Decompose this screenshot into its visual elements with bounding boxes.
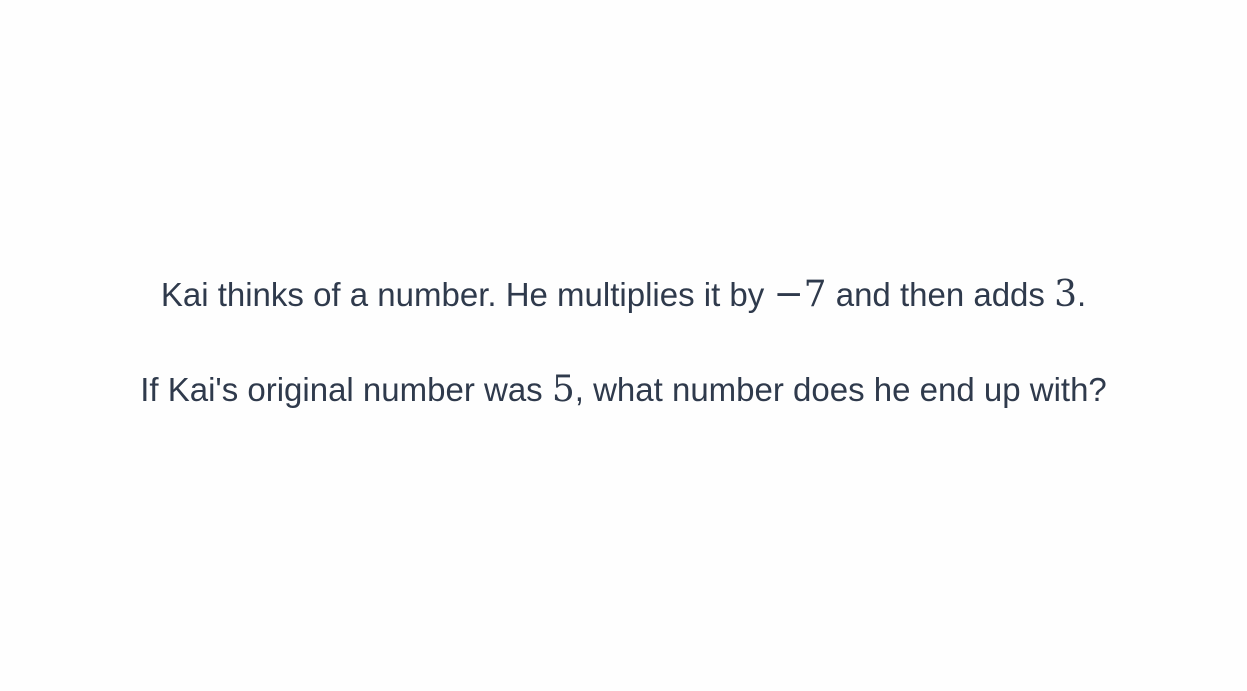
line1-text-after: .: [1076, 276, 1087, 313]
line2-text-after: , what number does he end up with?: [574, 371, 1107, 408]
multiplier-value: −7: [773, 274, 827, 315]
line1-text-before: Kai thinks of a number. He multiplies it by: [160, 276, 774, 313]
problem-statement: [0, 268, 1247, 417]
problem-line-1: [0, 268, 1247, 322]
addend-value: 3: [1054, 274, 1077, 315]
problem-line-2: [0, 363, 1247, 417]
original-number-value: 5: [551, 369, 575, 410]
line2-text-before: If Kai's original number was: [140, 371, 552, 408]
line1-text-middle: and then adds: [826, 276, 1055, 313]
